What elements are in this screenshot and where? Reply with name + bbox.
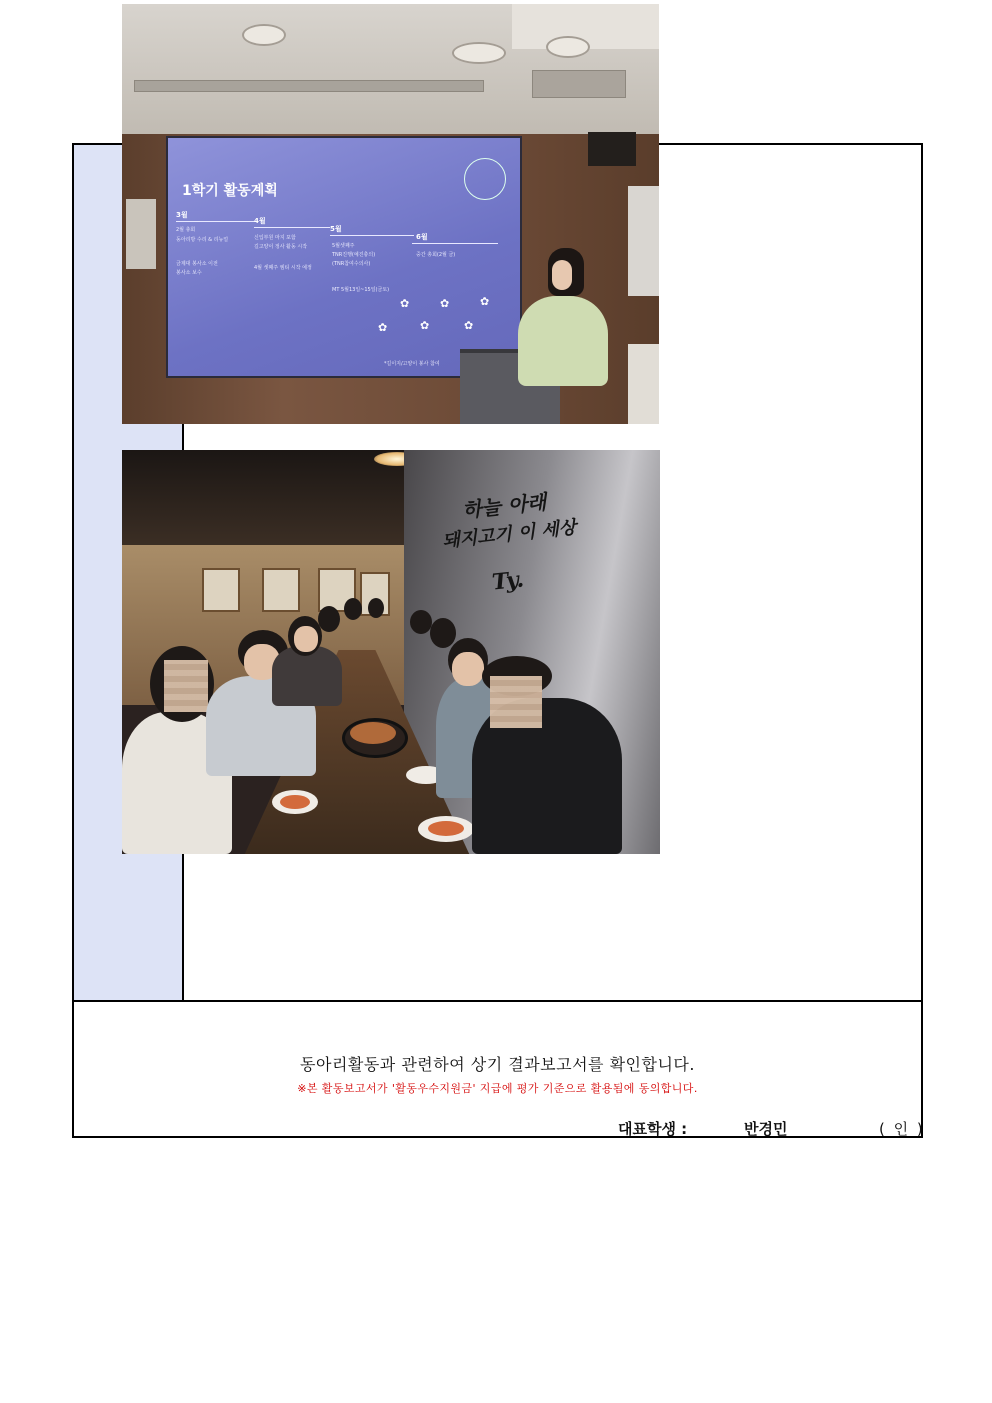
side-dish-sauce [428,821,464,836]
slide-item: 5월셋째주 [332,243,355,249]
timeline-arrow [176,221,256,222]
ceiling-vent [134,80,484,92]
person-hair [410,610,432,634]
slide-item: 4월 셋째주 엠티 시작 예정 [254,265,312,271]
person-hair [368,598,384,618]
ceiling-lamp [242,24,286,46]
ceiling-lamp [452,42,506,64]
paw-icon: ✿ [480,295,490,308]
ceiling-vent-2 [532,70,626,98]
blurred-face [490,676,542,728]
consent-note: ※본 활동보고서가 '활동우수지원금' 지급에 평가 기준으로 활용됨에 동의합니다. [297,1082,698,1095]
slide-item: 중간 총회(2월 금) [416,252,456,258]
slide-month: 6월 [416,233,428,241]
presentation-photo [122,4,659,424]
table-row-divider [74,1000,921,1002]
paw-icon: ✿ [464,319,474,332]
paw-icon: ✿ [440,297,450,310]
slide-item: 신입부원 마지 포함 [254,235,296,241]
presenter-face [552,260,572,290]
mural-text: 돼지고기 이 세상 [441,517,578,552]
person-hair [430,618,456,648]
wall-frame [202,568,240,612]
blurred-face [164,660,208,712]
person-hair [318,606,340,632]
paw-icon: ✿ [400,297,410,310]
slide-footer: *길이지/고양이 봉사 참여 [384,361,440,367]
mural-text: Ty. [490,566,526,596]
representative-label: 대표학생 : [618,1120,688,1138]
side-podium [628,344,659,424]
person-face [294,626,318,652]
confirmation-statement: 동아리활동과 관련하여 상기 결과보고서를 확인합니다. [300,1055,695,1074]
slide-month: 5월 [330,225,342,233]
person-face [452,652,484,686]
dinner-photo [122,450,660,854]
slide-month: 4월 [254,217,266,225]
side-dish-sauce [280,795,310,809]
ceiling-lamp [546,36,590,58]
slide-item: (TNR참여수의사) [332,261,371,267]
projection-screen [166,136,522,378]
wall-frame [262,568,300,612]
slide-mt-note: MT 5월13일~15일(금토) [332,287,390,293]
timeline-arrow [330,235,414,236]
slide-item: TNR진행(예진충의) [332,252,376,258]
whiteboard [628,186,659,296]
slide-title: 1학기 활동계획 [182,183,278,199]
wall-panel [126,199,156,269]
club-logo-icon [464,158,506,200]
seal-mark: ( 인 ) [879,1120,923,1138]
paw-icon: ✿ [378,321,388,334]
timeline-arrow [412,243,498,244]
presenter [518,296,608,386]
slide-item: 길고양이 정사 활동 시작 [254,244,308,250]
hot-pot-stew [350,722,396,744]
slide-item: 동아리방 수리 & 리뉴얼 [176,237,229,243]
person-hair [344,598,362,620]
paw-icon: ✿ [420,319,430,332]
mural-text: 하늘 아래 [461,489,548,523]
signature-line [608,1136,878,1137]
speaker [588,132,636,166]
timeline-arrow [254,227,330,228]
slide-item: 금제대 봉사소 이전 [176,261,218,267]
slide-item: 봉사소 보수 [176,270,202,276]
slide-item: 2월 총회 [176,227,196,233]
representative-name: 반경민 [744,1120,788,1138]
slide-month: 3월 [176,211,188,219]
